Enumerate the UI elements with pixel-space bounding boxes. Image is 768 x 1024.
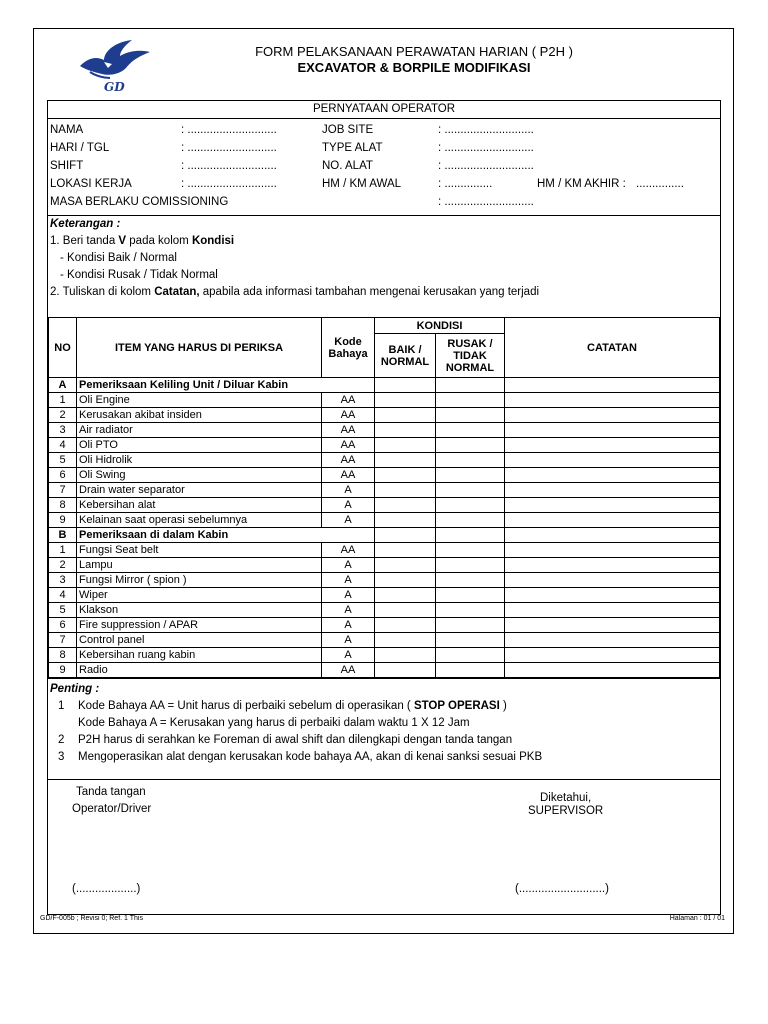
- section-code: B: [49, 528, 77, 543]
- table-row: [49, 573, 720, 588]
- section-b: [49, 528, 720, 678]
- form-title: FORM PELAKSANAAN PERAWATAN HARIAN ( P2H ): [255, 44, 573, 59]
- row-kode-bahaya: A: [322, 603, 375, 618]
- table-row: [49, 633, 720, 648]
- row-item: Fungsi Seat belt: [77, 543, 322, 558]
- header-item: ITEM YANG HARUS DI PERIKSA: [77, 318, 322, 378]
- table-row: [49, 483, 720, 498]
- rusak-check-cell[interactable]: [436, 513, 505, 528]
- row-number: 5: [49, 453, 77, 468]
- header-kode: Kode Bahaya: [322, 318, 375, 378]
- table-row: [49, 513, 720, 528]
- penting-section: [48, 678, 720, 779]
- baik-check-cell[interactable]: [375, 513, 436, 528]
- rusak-check-cell[interactable]: [436, 573, 505, 588]
- checklist-table: [48, 317, 720, 678]
- operator-signature-line[interactable]: (...................): [72, 883, 141, 895]
- row-kode-bahaya: A: [322, 483, 375, 498]
- penting-num-2: 2: [58, 734, 65, 746]
- table-row: [49, 558, 720, 573]
- row-kode-bahaya: AA: [322, 423, 375, 438]
- footer-doc-code: GD/F-005b ; Revisi 0; Ref. 1 This: [40, 915, 143, 922]
- table-row: [49, 498, 720, 513]
- rusak-check-cell[interactable]: [436, 543, 505, 558]
- row-kode-bahaya: AA: [322, 543, 375, 558]
- row-number: 7: [49, 633, 77, 648]
- rusak-check-cell[interactable]: [436, 453, 505, 468]
- catatan-cell[interactable]: [505, 618, 720, 633]
- baik-check-cell[interactable]: [375, 543, 436, 558]
- section-a: [49, 378, 720, 528]
- catatan-cell[interactable]: [505, 483, 720, 498]
- section-title: Pemeriksaan Keliling Unit / Diluar Kabin: [77, 378, 375, 393]
- keterangan-line-4-text: 2. Tuliskan di kolom: [50, 286, 155, 298]
- row-number: 3: [49, 423, 77, 438]
- row-kode-bahaya: AA: [322, 468, 375, 483]
- jobsite-field[interactable]: : ............................: [438, 124, 534, 136]
- baik-check-cell[interactable]: [375, 468, 436, 483]
- catatan-cell[interactable]: [505, 468, 720, 483]
- nama-field[interactable]: : ............................: [181, 124, 277, 136]
- row-item: Fire suppression / APAR: [77, 618, 322, 633]
- row-item: Drain water separator: [77, 483, 322, 498]
- hmawal-label: HM / KM AWAL: [322, 178, 402, 190]
- row-item: Kebersihan ruang kabin: [77, 648, 322, 663]
- rusak-check-cell[interactable]: [436, 588, 505, 603]
- jobsite-label: JOB SITE: [322, 124, 374, 136]
- baik-check-cell[interactable]: [375, 483, 436, 498]
- row-item: Lampu: [77, 558, 322, 573]
- rusak-check-cell[interactable]: [436, 483, 505, 498]
- row-item: Klakson: [77, 603, 322, 618]
- section-a-header: [49, 378, 720, 393]
- baik-check-cell[interactable]: [375, 663, 436, 678]
- penting-line-1b: Kode Bahaya A = Kerusakan yang harus di perbaiki dalam waktu 1 X 12 Jam: [78, 717, 470, 729]
- footer-page-number: Halaman : 01 / 01: [669, 915, 725, 922]
- table-row: [49, 618, 720, 633]
- catatan-cell[interactable]: [505, 453, 720, 468]
- rusak-check-cell[interactable]: [436, 438, 505, 453]
- operator-info: [48, 119, 720, 216]
- keterangan-section: [48, 216, 720, 317]
- logo-text: GD: [104, 80, 125, 94]
- row-kode-bahaya: A: [322, 573, 375, 588]
- header-baik: BAIK / NORMAL: [375, 334, 436, 378]
- row-item: Oli Engine: [77, 393, 322, 408]
- row-item: Fungsi Mirror ( spion ): [77, 573, 322, 588]
- baik-check-cell[interactable]: [375, 633, 436, 648]
- catatan-cell[interactable]: [505, 543, 720, 558]
- lokasi-field[interactable]: : ............................: [181, 178, 277, 190]
- rusak-check-cell[interactable]: [436, 408, 505, 423]
- masa-field[interactable]: : ............................: [438, 196, 534, 208]
- row-number: 9: [49, 513, 77, 528]
- keterangan-line-3: - Kondisi Rusak / Tidak Normal: [60, 269, 218, 281]
- signature-section: [48, 779, 720, 914]
- row-item: Kelainan saat operasi sebelumnya: [77, 513, 322, 528]
- table-row: [49, 468, 720, 483]
- row-item: Oli Swing: [77, 468, 322, 483]
- row-kode-bahaya: A: [322, 513, 375, 528]
- row-number: 8: [49, 498, 77, 513]
- baik-check-cell[interactable]: [375, 408, 436, 423]
- row-item: Control panel: [77, 633, 322, 648]
- row-kode-bahaya: A: [322, 588, 375, 603]
- baik-check-cell[interactable]: [375, 573, 436, 588]
- penting-line-3: Mengoperasikan alat dengan kerusakan kode bahaya AA, akan di kenai sanksi sesuai PKB: [78, 751, 543, 763]
- baik-check-cell[interactable]: [375, 618, 436, 633]
- hari-label: HARI / TGL: [50, 142, 110, 154]
- table-row: [49, 453, 720, 468]
- catatan-cell[interactable]: [505, 573, 720, 588]
- row-number: 2: [49, 558, 77, 573]
- row-kode-bahaya: AA: [322, 453, 375, 468]
- baik-check-cell[interactable]: [375, 588, 436, 603]
- noalat-field[interactable]: : ............................: [438, 160, 534, 172]
- catatan-cell[interactable]: [505, 408, 720, 423]
- baik-check-cell[interactable]: [375, 438, 436, 453]
- penting-line-1-text: Kode Bahaya AA = Unit harus di perbaiki sebelum di operasikan (: [78, 700, 414, 712]
- catatan-cell[interactable]: [505, 498, 720, 513]
- row-kode-bahaya: AA: [322, 438, 375, 453]
- row-item: Kerusakan akibat insiden: [77, 408, 322, 423]
- rusak-check-cell[interactable]: [436, 468, 505, 483]
- type-label: TYPE ALAT: [322, 142, 383, 154]
- baik-check-cell[interactable]: [375, 498, 436, 513]
- rusak-check-cell[interactable]: [436, 603, 505, 618]
- section-b-header: [49, 528, 720, 543]
- penting-num-1: 1: [58, 700, 65, 712]
- hari-field[interactable]: : ............................: [181, 142, 277, 154]
- rusak-check-cell[interactable]: [436, 558, 505, 573]
- header-kondisi: KONDISI: [375, 318, 505, 334]
- row-kode-bahaya: A: [322, 498, 375, 513]
- baik-check-cell[interactable]: [375, 603, 436, 618]
- row-kode-bahaya: AA: [322, 408, 375, 423]
- sign-right-label-2: SUPERVISOR: [528, 805, 604, 817]
- nama-label: NAMA: [50, 124, 84, 136]
- catatan-cell[interactable]: [505, 558, 720, 573]
- penting-line-1-post: ): [499, 700, 507, 712]
- row-item: Radio: [77, 663, 322, 678]
- form-subtitle: EXCAVATOR & BORPILE MODIFIKASI: [297, 60, 531, 75]
- stop-operasi: STOP OPERASI: [413, 700, 500, 712]
- keterangan-line-1-text: 1. Beri tanda: [50, 235, 119, 247]
- baik-check-cell[interactable]: [375, 558, 436, 573]
- catatan-cell[interactable]: [505, 603, 720, 618]
- table-row: [49, 588, 720, 603]
- table-row: [49, 663, 720, 678]
- row-number: 9: [49, 663, 77, 678]
- hmawal-field[interactable]: : ...............: [438, 178, 493, 190]
- catatan-cell[interactable]: [505, 438, 720, 453]
- row-number: 3: [49, 573, 77, 588]
- keterangan-kondisi: Kondisi: [191, 235, 235, 247]
- section-code: A: [49, 378, 77, 393]
- catatan-cell[interactable]: [505, 633, 720, 648]
- type-field[interactable]: : ............................: [438, 142, 534, 154]
- penting-num-3: 3: [58, 751, 65, 763]
- row-number: 4: [49, 438, 77, 453]
- statement-heading: PERNYATAAN OPERATOR: [48, 101, 720, 119]
- table-row: [49, 423, 720, 438]
- keterangan-line-4: [50, 286, 539, 298]
- keterangan-line-1: [50, 235, 234, 247]
- rusak-check-cell[interactable]: [436, 618, 505, 633]
- penting-line-2: P2H harus di serahkan ke Foreman di awal shift dan dilengkapi dengan tanda tangan: [78, 734, 513, 746]
- row-kode-bahaya: AA: [322, 663, 375, 678]
- blank-cell: [505, 528, 720, 543]
- shift-label: SHIFT: [50, 160, 84, 172]
- baik-check-cell[interactable]: [375, 423, 436, 438]
- keterangan-line-2: - Kondisi Baik / Normal: [60, 252, 177, 264]
- blank-cell: [436, 378, 505, 393]
- row-kode-bahaya: A: [322, 648, 375, 663]
- blank-cell: [436, 528, 505, 543]
- row-item: Oli Hidrolik: [77, 453, 322, 468]
- catatan-cell[interactable]: [505, 423, 720, 438]
- table-row: [49, 393, 720, 408]
- noalat-label: NO. ALAT: [322, 160, 373, 172]
- blank-cell: [375, 378, 436, 393]
- header-no: NO: [49, 318, 77, 378]
- hmakhir-label: HM / KM AKHIR :: [537, 178, 626, 190]
- sign-left-label-1: Tanda tangan: [76, 786, 146, 798]
- section-title: Pemeriksaan di dalam Kabin: [77, 528, 375, 543]
- row-kode-bahaya: AA: [322, 393, 375, 408]
- row-kode-bahaya: A: [322, 618, 375, 633]
- table-row: [49, 603, 720, 618]
- row-item: Oli PTO: [77, 438, 322, 453]
- row-item: Wiper: [77, 588, 322, 603]
- baik-check-cell[interactable]: [375, 393, 436, 408]
- row-number: 1: [49, 393, 77, 408]
- catatan-cell[interactable]: [505, 513, 720, 528]
- form-page: [33, 28, 734, 934]
- supervisor-signature-line[interactable]: (...........................): [515, 883, 609, 895]
- penting-line-1: [78, 700, 507, 712]
- baik-check-cell[interactable]: [375, 453, 436, 468]
- catatan-cell[interactable]: [505, 648, 720, 663]
- table-row: [49, 543, 720, 558]
- lokasi-label: LOKASI KERJA: [50, 178, 132, 190]
- table-row: [49, 438, 720, 453]
- catatan-cell[interactable]: [505, 393, 720, 408]
- blank-cell: [505, 378, 720, 393]
- penting-title: Penting :: [50, 683, 100, 695]
- keterangan-line-4-post: apabila ada informasi tambahan mengenai kerusakan yang terjadi: [199, 286, 540, 298]
- rusak-check-cell[interactable]: [436, 663, 505, 678]
- masa-label: MASA BERLAKU COMISSIONING: [50, 196, 229, 208]
- hmakhir-field[interactable]: ...............: [636, 178, 684, 190]
- row-number: 6: [49, 468, 77, 483]
- sign-right-label-1: Diketahui,: [540, 792, 592, 804]
- row-item: Air radiator: [77, 423, 322, 438]
- catatan-cell[interactable]: [505, 588, 720, 603]
- header-catatan: CATATAN: [505, 318, 720, 378]
- keterangan-v-mark: V: [118, 235, 127, 247]
- rusak-check-cell[interactable]: [436, 423, 505, 438]
- form-box: [47, 100, 721, 915]
- eagle-logo-icon: [74, 38, 152, 94]
- keterangan-title: Keterangan :: [50, 218, 121, 230]
- keterangan-line-1-mid: pada kolom: [126, 235, 192, 247]
- shift-field[interactable]: : ............................: [181, 160, 277, 172]
- row-kode-bahaya: A: [322, 633, 375, 648]
- keterangan-catatan: Catatan,: [154, 286, 200, 298]
- catatan-cell[interactable]: [505, 663, 720, 678]
- header-rusak: RUSAK / TIDAK NORMAL: [436, 334, 505, 378]
- row-number: 2: [49, 408, 77, 423]
- table-row: [49, 648, 720, 663]
- row-number: 1: [49, 543, 77, 558]
- baik-check-cell[interactable]: [375, 648, 436, 663]
- rusak-check-cell[interactable]: [436, 498, 505, 513]
- row-number: 6: [49, 618, 77, 633]
- row-number: 4: [49, 588, 77, 603]
- row-item: Kebersihan alat: [77, 498, 322, 513]
- row-number: 8: [49, 648, 77, 663]
- row-kode-bahaya: A: [322, 558, 375, 573]
- rusak-check-cell[interactable]: [436, 648, 505, 663]
- blank-cell: [375, 528, 436, 543]
- rusak-check-cell[interactable]: [436, 393, 505, 408]
- sign-left-label-2: Operator/Driver: [72, 803, 152, 815]
- row-number: 5: [49, 603, 77, 618]
- row-number: 7: [49, 483, 77, 498]
- table-row: [49, 408, 720, 423]
- rusak-check-cell[interactable]: [436, 633, 505, 648]
